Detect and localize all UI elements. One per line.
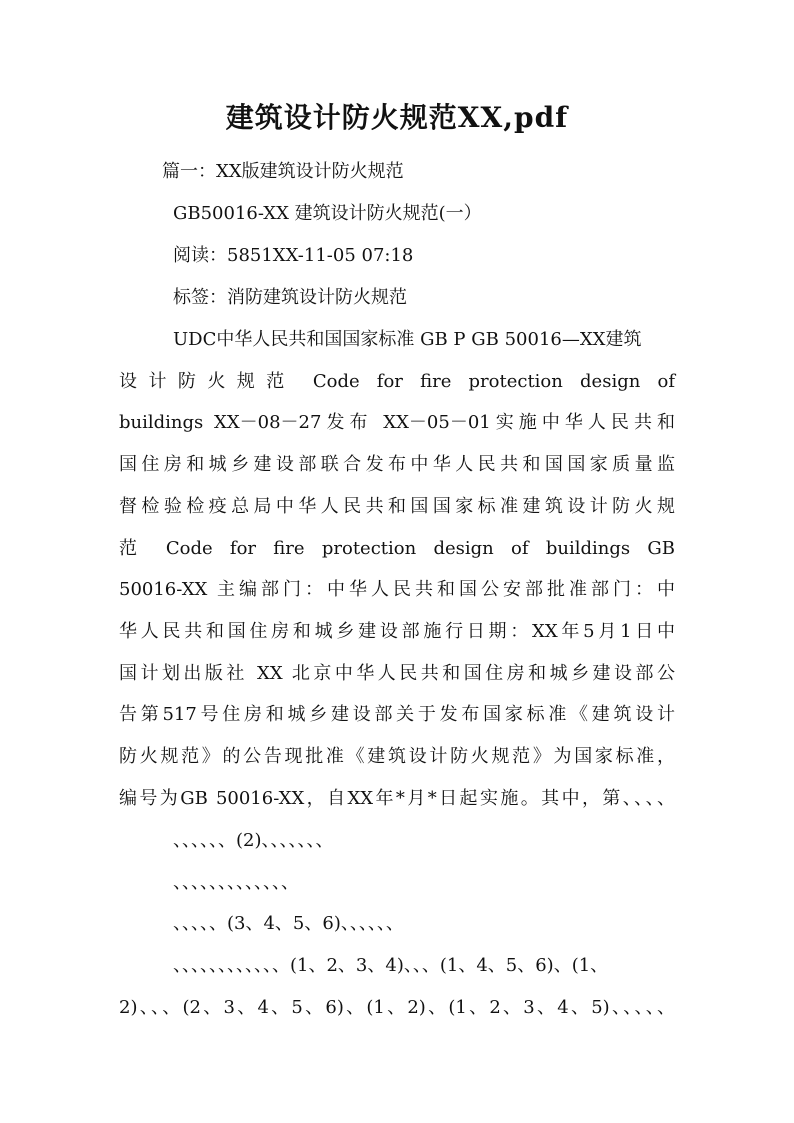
article-heading: 篇一：XX版建筑设计防火规范 bbox=[162, 161, 404, 182]
tags-line: 标签：消防建筑设计防火规范 bbox=[173, 287, 407, 308]
document-title: 建筑设计防火规范XX,pdf bbox=[225, 101, 569, 134]
list-line: 、、、、、、(2)、、、、、、、 bbox=[173, 830, 334, 851]
paragraph-line: 国计划出版社 XX 北京中华人民共和国住房和城乡建设部公 bbox=[119, 663, 675, 684]
list-line: 2)、、、(2、3、4、5、6)、(1、2)、(1、2、3、4、5)、、、、、 bbox=[119, 997, 675, 1018]
list-line: 、、、、、、、、、、、、、 bbox=[173, 872, 299, 893]
list-line: 、、、、、、、、、、、、(1、2、3、4)、、、(1、4、5、6)、(1、 bbox=[173, 955, 609, 976]
list-line: 、、、、、(3、4、5、6)、、、、、、 bbox=[173, 913, 404, 934]
paragraph-line: 华人民共和国住房和城乡建设部施行日期：XX年5月1日中 bbox=[119, 621, 675, 642]
read-info: 阅读：5851XX-11-05 07:18 bbox=[173, 245, 414, 266]
paragraph-line: 编号为GB 50016-XX，自XX年*月*日起实施。其中，第、、、、 bbox=[119, 788, 675, 809]
paragraph-line: 50016-XX 主编部门：中华人民共和国公安部批准部门：中 bbox=[119, 579, 675, 600]
paragraph-line: 督检验检疫总局中华人民共和国国家标准建筑设计防火规 bbox=[119, 496, 675, 517]
paragraph-line: 国住房和城乡建设部联合发布中华人民共和国国家质量监 bbox=[119, 454, 675, 475]
standard-subtitle: GB50016-XX 建筑设计防火规范(一） bbox=[173, 203, 482, 224]
paragraph-first-line: UDC中华人民共和国国家标准 GB P GB 50016—XX建筑 bbox=[173, 329, 642, 350]
paragraph-line: 防火规范》的公告现批准《建筑设计防火规范》为国家标准， bbox=[119, 746, 675, 767]
paragraph-line: 告第517号住房和城乡建设部关于发布国家标准《建筑设计 bbox=[119, 704, 675, 725]
paragraph-line: 设计防火规范 Code for fire protection design of bbox=[119, 371, 675, 392]
paragraph-line: buildings XX－08－27发布 XX－05－01实施中华人民共和 bbox=[119, 412, 675, 433]
paragraph-line: 范 Code for fire protection design of buildings GB bbox=[119, 538, 675, 559]
